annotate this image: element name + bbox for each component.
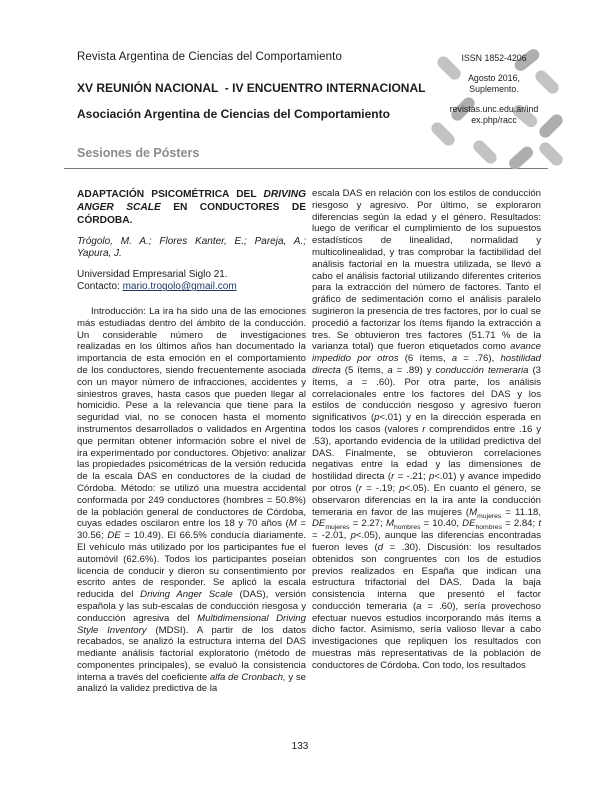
article-affiliation: Universidad Empresarial Siglo 21. bbox=[77, 268, 228, 280]
issue-url bbox=[426, 104, 562, 126]
article-body-right: escala DAS en relación con los estilos de conducción riesgoso y agresivo. Por último, se exploraron diferencias según la edad y el género. Resultados: luego de verificar el cumplimiento de los supuestos estadísticos de linealidad, normalidad y multicolinealidad, y tras comprobar la factibilidad del análisis factorial en la muestra utilizada, se llevó a cabo el análisis factorial utilizando diferentes criterios para la extracción del número de factores. Tanto el gráfico de sedimentación como el análisis paralelo sugirieron la presencia de tres factores, por lo cual se procedió a factorizar los ítems fijando la extracción a tres. Se obtuvieron tres factores (51.71 % de la varianza total) que fueron etiquetados como avance impedido por otros (6 ítems, a = .76), hostilidad directa (5 ítems, a = .89) y conducción temeraria (3 ítems, a = .60). Por otra parte, los análisis correlacionales entre los factores del DAS y los estilos de conducción riesgoso y agresivo fueron significativos (p<.01) y en la dirección esperada en todos los casos (valores r comprendidos entre .16 y .53), aportando evidencia de la utilidad predictiva del DAS. Finalmente, se obtuvieron correlaciones negativas entre la edad y las dimensiones de hostilidad directa (r = -.21; p<.01) y avance impedido por otros (r = -.19; p<.05). En cuanto el género, se observaron diferencias en la ira ante la conducción temeraria en favor de las mujeres ($M_{mujeres} = 11.18$, $DE_{mujeres} = 2.27$; $M_{hombres} = 10.40$, $DE_{hombres} = 2.84$; t = -2.01, p<.05), aunque las diferencias encontradas fueron leves (d = .30). Discusión: los resultados obtenidos son congruentes con los de estudios previos realizados en España que indican una estructura trifactorial del DAS. Dada la baja consistencia interna que presentó el factor conducción temeraria (a = .60), sería provechoso efectuar nuevos estudios incorporando más ítems a dicho factor. Asimismo, sería valioso llevar a cabo investigaciones que repliquen los resultados con muestras más representativas de la población de conductores de Córdoba. Con todo, los resultados bbox=[312, 188, 542, 671]
article-column-right bbox=[312, 188, 541, 672]
issue-date-line2: Suplemento. bbox=[469, 84, 519, 94]
issue-url-line1: revistas.unc.edu.ar/ind bbox=[449, 104, 539, 114]
article-title: ADAPTACIÓN PSICOMÉTRICA DEL DRIVING ANGER SCALE EN CONDUCTORES DE CÓRDOBA. bbox=[77, 189, 306, 227]
article-body-left: Introducción: La ira ha sido una de las emociones más estudiadas dentro del ámbito de la conducción. Un considerable número de investigaciones realizadas en los últimos años han documentado la importancia de esta emoción en el comportamiento de los conductores, siendo frecuentemente asociada con un mayor número de infracciones, accidentes y siniestros graves, hasta casos que pueden llegar al homicidio. Pese a la relevancia que tiene para la seguridad vial, no se conocen hasta el momento instrumentos desarrollados o validados en Argentina que permitan obtener información sobre el nivel de ira experimentado por conductores. Objetivo: analizar las propiedades psicométricas de la versión reducida de la escala DAS en conductores de la ciudad de Córdoba. Método: se utilizó una muestra accidental conformada por 249 conductores (hombres = 50.8%) de la población general de conductores de Córdoba, cuyas edades oscilaron entre los 18 y 70 años (M = 30.56; DE = 10.49). El 66.5% conducía diariamente. El vehículo más utilizado por los participantes fue el automóvil (62.6%). Todos los participantes poseían licencia de conducir y dieron su consentimiento por escrito antes de responder. Se aplicó la escala reducida del Driving Anger Scale (DAS), versión española y las sub-escalas de conducción riesgosa y conducción agresiva del Multidimensional Driving Style Inventory (MDSI). A partir de los datos recabados, se analizó la estructura interna del DAS mediante análisis factorial exploratorio (método de componentes principales), se evaluó la consistencia interna a través del coeficiente alfa de Cronbach, y se analizó la validez predictiva de la bbox=[77, 305, 306, 695]
page-number: 133 bbox=[291, 741, 309, 752]
article-affiliation-block bbox=[77, 269, 306, 294]
association-title: Asociación Argentina de Ciencias del Comportamiento bbox=[77, 107, 390, 121]
issue-url-line2: ex.php/racc bbox=[471, 115, 517, 125]
contact-line bbox=[77, 281, 306, 294]
contact-email-link[interactable]: mario.trogolo@gmail.com bbox=[122, 281, 237, 293]
issn-label: ISSN 1852-4206 bbox=[461, 53, 527, 63]
watermark-brick bbox=[507, 144, 536, 172]
journal-title: Revista Argentina de Ciencias del Comportamiento bbox=[77, 51, 342, 63]
meeting-title: XV REUNIÓN NACIONAL - IV ENCUENTRO INTERNACIONAL bbox=[77, 81, 426, 95]
article-column-left bbox=[77, 188, 306, 695]
issue-info-block bbox=[426, 53, 562, 135]
contact-label: Contacto: bbox=[77, 281, 123, 293]
watermark-brick bbox=[537, 140, 565, 168]
section-label: Sesiones de Pósters bbox=[77, 146, 200, 160]
issue-date-line1: Agosto 2016, bbox=[468, 73, 520, 83]
article-authors: Trógolo, M. A.; Flores Kanter, E.; Pareja, A.; Yapura, J. bbox=[77, 235, 306, 260]
issue-date bbox=[426, 73, 562, 95]
watermark-brick bbox=[471, 138, 499, 166]
